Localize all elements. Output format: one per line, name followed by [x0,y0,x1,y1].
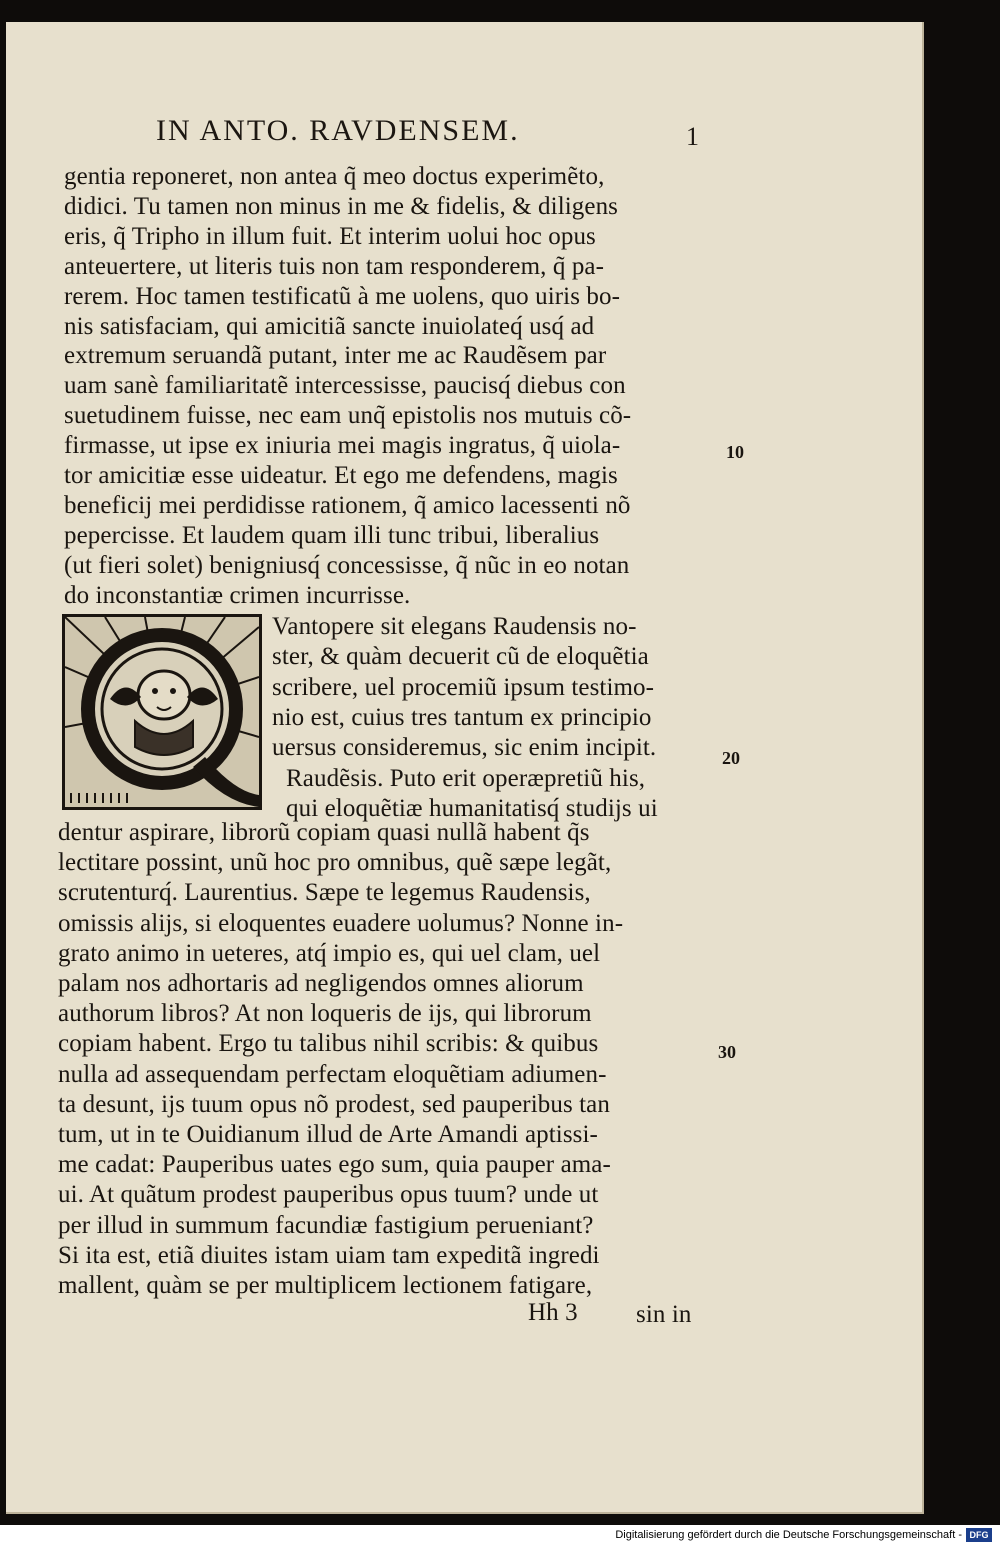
text-line: uersus consideremus, sic enim incipit. [272,734,657,761]
decorated-initial-q [62,614,262,810]
woodcut-initial-icon [65,617,259,807]
text-line: me cadat: Pauperibus uates ego sum, quia pauper ama- [58,1151,611,1178]
text-line: Vantopere sit elegans Raudensis no- [272,613,637,640]
text-line: do inconstantiæ crimen incurrisse. [64,582,411,609]
text-line: extremum seruandã putant, inter me ac Raudẽsem par [64,342,607,369]
text-line: Raudẽsis. Puto erit operæpretiũ his, [286,765,646,792]
margin-line-number: 30 [718,1042,736,1062]
text-line: per illud in summum facundiæ fastigium perueniant? [58,1212,594,1239]
text-line: grato animo in ueteres, atq́ impio es, qui uel clam, uel [58,940,601,967]
text-line: nulla ad assequendam perfectam eloquẽtiam adiumen- [58,1061,607,1088]
text-line: nis satisfaciam, qui amicitiã sancte inuiolateq́ usq́ ad [64,313,595,340]
text-line: beneficij mei perdidisse rationem, q̃ amico lacessenti nõ [64,492,631,519]
text-line: tum, ut in te Ouidianum illud de Arte Amandi aptissi- [58,1121,598,1148]
text-line: didici. Tu tamen non minus in me & fidelis, & diligens [64,193,619,220]
text-line: qui eloquẽtiæ humanitatisq́ studijs ui [286,795,658,822]
signature-mark: Hh 3 [528,1299,578,1326]
catchword: sin in [636,1301,692,1328]
text-line: mallent, quàm se per multiplicem lectionem fatigare, [58,1272,593,1299]
text-line: gentia reponeret, non antea q̃ meo doctus experimẽto, [64,163,605,190]
text-line: authorum libros? At non loqueris de ijs, qui librorum [58,1000,592,1027]
text-line: scribere, uel procemiũ ipsum testimo- [272,674,655,701]
text-line: copiam habent. Ergo tu talibus nihil scribis: & quibus [58,1030,599,1057]
text-line: uam sanè familiaritatẽ intercessisse, paucisq́ diebus con [64,372,626,399]
text-line: scrutenturq́. Laurentius. Sæpe te legemus Raudensis, [58,879,591,906]
text-line: dentur aspirare, librorũ copiam quasi nullã habent q̃s [58,819,590,846]
text-line: firmasse, ut ipse ex iniuria mei magis ingratus, q̃ uiola- [64,432,621,459]
text-line: ui. At quãtum prodest pauperibus opus tuum? unde ut [58,1181,599,1208]
text-line: ta desunt, ijs tuum opus nõ prodest, sed pauperibus tan [58,1091,610,1118]
text-line: palam nos adhortaris ad negligendos omnes aliorum [58,970,584,997]
text-line: (ut fieri solet) benigniusq́ concessisse, q̃ nũc in eo notan [64,552,630,579]
text-line: nio est, cuius tres tantum ex principio [272,704,652,731]
text-line: anteuertere, ut literis tuis non tam responderem, q̃ pa- [64,253,605,280]
text-line: suetudinem fuisse, nec eam unq̃ epistolis nos mutuis cõ- [64,402,632,429]
text-line: rerem. Hoc tamen testificatũ à me uolens, quo uiris bo- [64,283,621,310]
funding-credit: Digitalisierung gefördert durch die Deutsche Forschungsgemeinschaft - [615,1529,962,1541]
text-line: ster, & quàm decuerit cũ de eloquẽtia [272,643,649,670]
folio-number: 1 [686,122,699,151]
text-line: tor amicitiæ esse uideatur. Et ego me defendens, magis [64,462,618,489]
text-line: lectitare possint, unũ hoc pro omnibus, quẽ sæpe legãt, [58,849,612,876]
text-line: Si ita est, etiã diuites istam uiam tam expeditã ingredi [58,1242,600,1269]
dfg-logo: DFG [966,1528,992,1542]
running-head: IN ANTO. RAVDENSEM. [156,114,520,147]
text-line: eris, q̃ Tripho in illum fuit. Et interim uolui hoc opus [64,223,596,250]
text-line: pepercisse. Et laudem quam illi tunc tribui, liberalius [64,522,600,549]
margin-line-number: 20 [722,748,740,768]
text-line: omissis alijs, si eloquentes euadere uolumus? Nonne in- [58,910,624,937]
margin-line-number: 10 [726,442,744,462]
